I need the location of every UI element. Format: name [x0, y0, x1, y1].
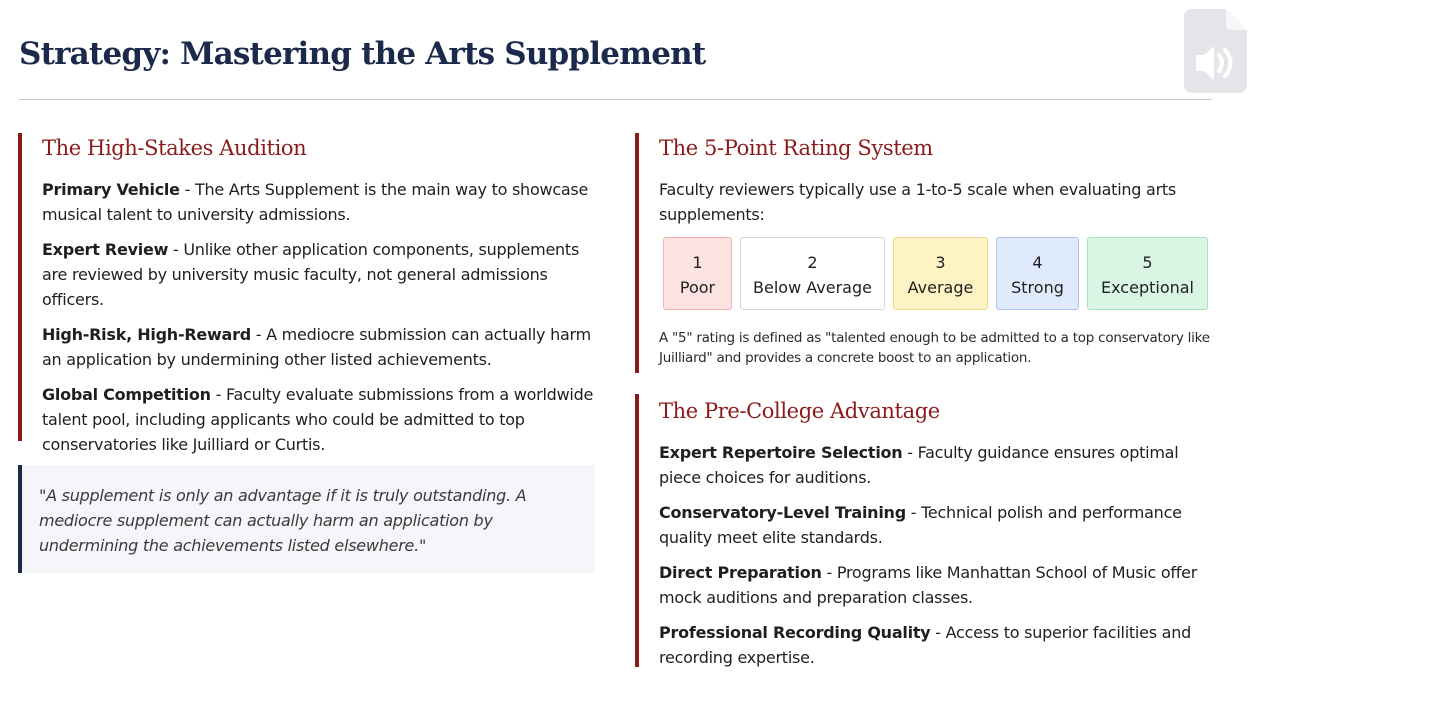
rating-heading: The 5-Point Rating System [659, 136, 933, 160]
audition-item-term: Primary Vehicle [42, 180, 180, 199]
rating-label: Below Average [753, 278, 872, 297]
audition-item [42, 177, 608, 227]
pull-quote [18, 465, 595, 573]
precollege-item-desc: - Programs like Manhattan School of Music offer mock auditions and preparation classes. [659, 563, 1198, 607]
rating-box-2 [740, 237, 885, 310]
audio-file-icon[interactable] [1184, 9, 1247, 93]
precollege-item-term: Expert Repertoire Selection [659, 443, 903, 462]
precollege-item [659, 560, 1220, 610]
audition-item-term: Expert Review [42, 240, 169, 259]
precollege-item [659, 620, 1220, 670]
audition-item [42, 382, 608, 457]
pull-quote-text: "A supplement is only an advantage if it is truly outstanding. A mediocre supplement can actually harm an application by undermining the achievements listed elsewhere." [39, 486, 527, 555]
precollege-item-term: Professional Recording Quality [659, 623, 931, 642]
page-title: Strategy: Mastering the Arts Supplement [19, 36, 706, 72]
rating-label: Exceptional [1101, 278, 1194, 297]
rating-note: A "5" rating is defined as "talented enough to be admitted to a top conservatory like Juilliard" and provides a concrete boost to an application. [659, 330, 1210, 366]
precollege-item [659, 440, 1220, 490]
rating-number: 5 [1142, 253, 1153, 272]
rating-number: 4 [1032, 253, 1043, 272]
rating-label: Strong [1011, 278, 1064, 297]
audition-item [42, 237, 608, 312]
rating-box-1 [663, 237, 732, 310]
audition-section [18, 133, 608, 454]
audition-item-desc: - A mediocre submission can actually harm an application by undermining other listed achievements. [42, 325, 591, 369]
audition-item-desc: - The Arts Supplement is the main way to showcase musical talent to university admissions. [42, 180, 589, 224]
title-divider [19, 99, 1212, 100]
precollege-heading: The Pre-College Advantage [659, 399, 940, 423]
audition-heading: The High-Stakes Audition [42, 136, 307, 160]
rating-number: 2 [807, 253, 818, 272]
rating-scale [663, 237, 1220, 310]
precollege-item-term: Conservatory-Level Training [659, 503, 906, 522]
precollege-item [659, 500, 1220, 550]
rating-label: Average [907, 278, 974, 297]
precollege-section [635, 394, 1220, 667]
rating-intro: Faculty reviewers typically use a 1-to-5 scale when evaluating arts supplements: [659, 180, 1177, 224]
audition-item-desc: - Faculty evaluate submissions from a worldwide talent pool, including applicants who could be admitted to top conservatories like Juilliard or Curtis. [42, 385, 594, 454]
precollege-item-desc: - Technical polish and performance quality meet elite standards. [659, 503, 1182, 547]
precollege-item-term: Direct Preparation [659, 563, 822, 582]
rating-box-5 [1087, 237, 1208, 310]
audition-item-term: Global Competition [42, 385, 211, 404]
precollege-item-desc: - Faculty guidance ensures optimal piece choices for auditions. [659, 443, 1179, 487]
rating-number: 3 [935, 253, 946, 272]
audition-item-desc: - Unlike other application components, supplements are reviewed by university music faculty, not general admissions officers. [42, 240, 580, 309]
rating-box-3 [893, 237, 988, 310]
rating-box-4 [996, 237, 1079, 310]
precollege-item-desc: - Access to superior facilities and recording expertise. [659, 623, 1191, 667]
rating-section [635, 133, 1220, 373]
audition-item-term: High-Risk, High-Reward [42, 325, 251, 344]
rating-label: Poor [679, 278, 716, 297]
audition-item [42, 322, 608, 372]
rating-number: 1 [692, 253, 703, 272]
